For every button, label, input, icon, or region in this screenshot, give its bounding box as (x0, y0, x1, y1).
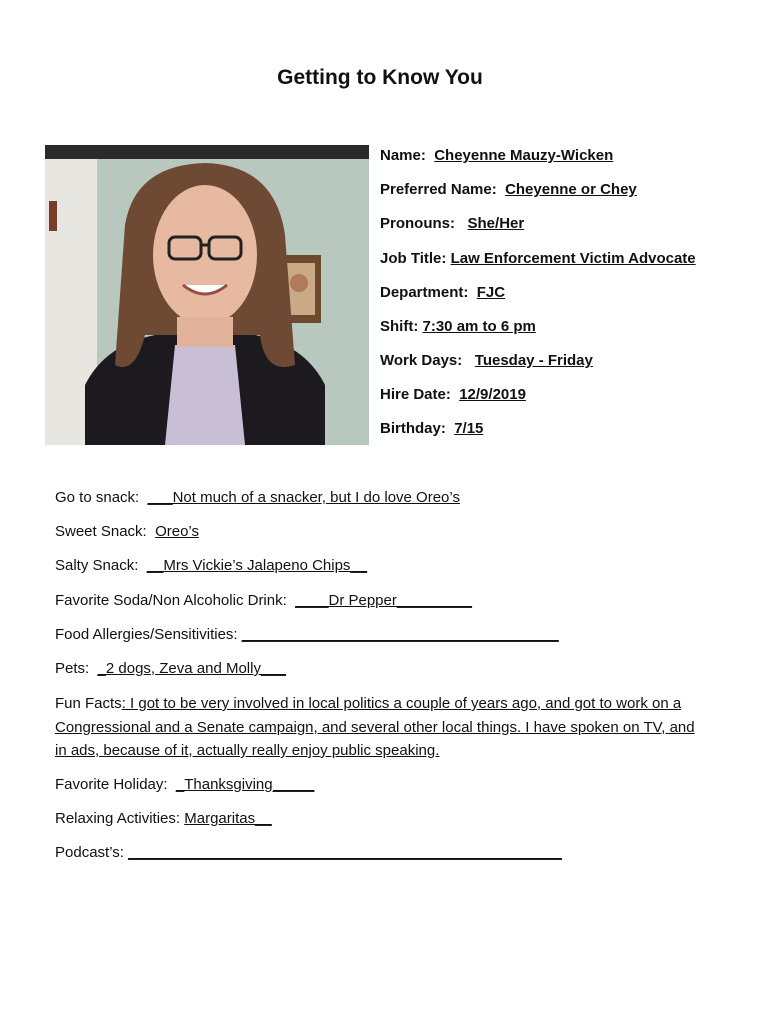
hire-date-value: 12/9/2019 (459, 386, 526, 403)
pets-field (55, 660, 286, 678)
birthday-value: 7/15 (454, 420, 484, 437)
profile-photo (45, 145, 369, 445)
work-days-label: Work Days: (380, 352, 463, 369)
favorite-drink-label: Favorite Soda/Non Alcoholic Drink: (55, 592, 287, 609)
name-label: Name: (380, 147, 426, 164)
name-field (380, 147, 613, 165)
pets-label: Pets: (55, 660, 90, 677)
go-to-snack-label: Go to snack: (55, 489, 140, 506)
favorite-drink-value: ____Dr Pepper_________ (295, 592, 472, 609)
work-days-value: Tuesday - Friday (474, 352, 593, 369)
sweet-snack-label: Sweet Snack: (55, 523, 147, 540)
fun-facts-label: Fun Facts (55, 695, 122, 712)
shift-value: 7:30 am to 6 pm (422, 318, 536, 335)
favorite-drink-field (55, 592, 472, 610)
podcasts-field (55, 844, 562, 862)
job-title-label: Job Title: (380, 250, 447, 267)
name-value: Cheyenne Mauzy-Wicken (434, 147, 614, 164)
fun-facts-field (55, 692, 705, 763)
salty-snack-field (55, 557, 367, 575)
department-value: FJC (476, 284, 506, 301)
podcasts-value: ____________________________________________________ (128, 844, 562, 861)
pronouns-value: She/Her (467, 215, 525, 232)
work-days-field (380, 352, 593, 370)
relaxing-activities-field (55, 810, 272, 828)
relaxing-activities-label: Relaxing Activities: (55, 810, 181, 827)
sweet-snack-value: Oreo’s (155, 523, 199, 540)
pronouns-label: Pronouns: (380, 215, 455, 232)
favorite-holiday-value: _Thanksgiving_____ (175, 776, 315, 793)
shift-field (380, 318, 536, 336)
favorite-holiday-label: Favorite Holiday: (55, 776, 168, 793)
pronouns-field (380, 215, 524, 233)
favorite-holiday-field (55, 776, 314, 794)
preferred-name-field (380, 181, 637, 199)
hire-date-label: Hire Date: (380, 386, 451, 403)
job-title-value: Law Enforcement Victim Advocate (450, 250, 696, 267)
salty-snack-value: __Mrs Vickie’s Jalapeno Chips__ (146, 557, 368, 574)
hire-date-field (380, 386, 526, 404)
preferred-name-label: Preferred Name: (380, 181, 497, 198)
job-title-field (380, 250, 696, 268)
birthday-label: Birthday: (380, 420, 446, 437)
preferred-name-value: Cheyenne or Chey (505, 181, 637, 198)
go-to-snack-field (55, 489, 460, 507)
department-label: Department: (380, 284, 469, 301)
fun-facts-value: : I got to be very involved in local politics a couple of years ago, and got to work on a Congressional and a Senate campaign, and several other local things. I have spoken on TV, and in ads, because of it, actually really enjoy public speaking. (55, 695, 695, 759)
birthday-field (380, 420, 483, 438)
food-allergies-label: Food Allergies/Sensitivities: (55, 626, 238, 643)
food-allergies-field (55, 626, 559, 644)
page-title: Getting to Know You (277, 66, 483, 89)
shift-label: Shift: (380, 318, 419, 335)
go-to-snack-value: ___Not much of a snacker, but I do love Oreo’s (147, 489, 460, 506)
food-allergies-value: ______________________________________ (241, 626, 559, 643)
pets-value: _2 dogs, Zeva and Molly___ (97, 660, 286, 677)
sweet-snack-field (55, 523, 199, 541)
salty-snack-label: Salty Snack: (55, 557, 139, 574)
relaxing-activities-value: Margaritas__ (184, 810, 272, 827)
podcasts-label: Podcast’s: (55, 844, 124, 861)
department-field (380, 284, 505, 302)
